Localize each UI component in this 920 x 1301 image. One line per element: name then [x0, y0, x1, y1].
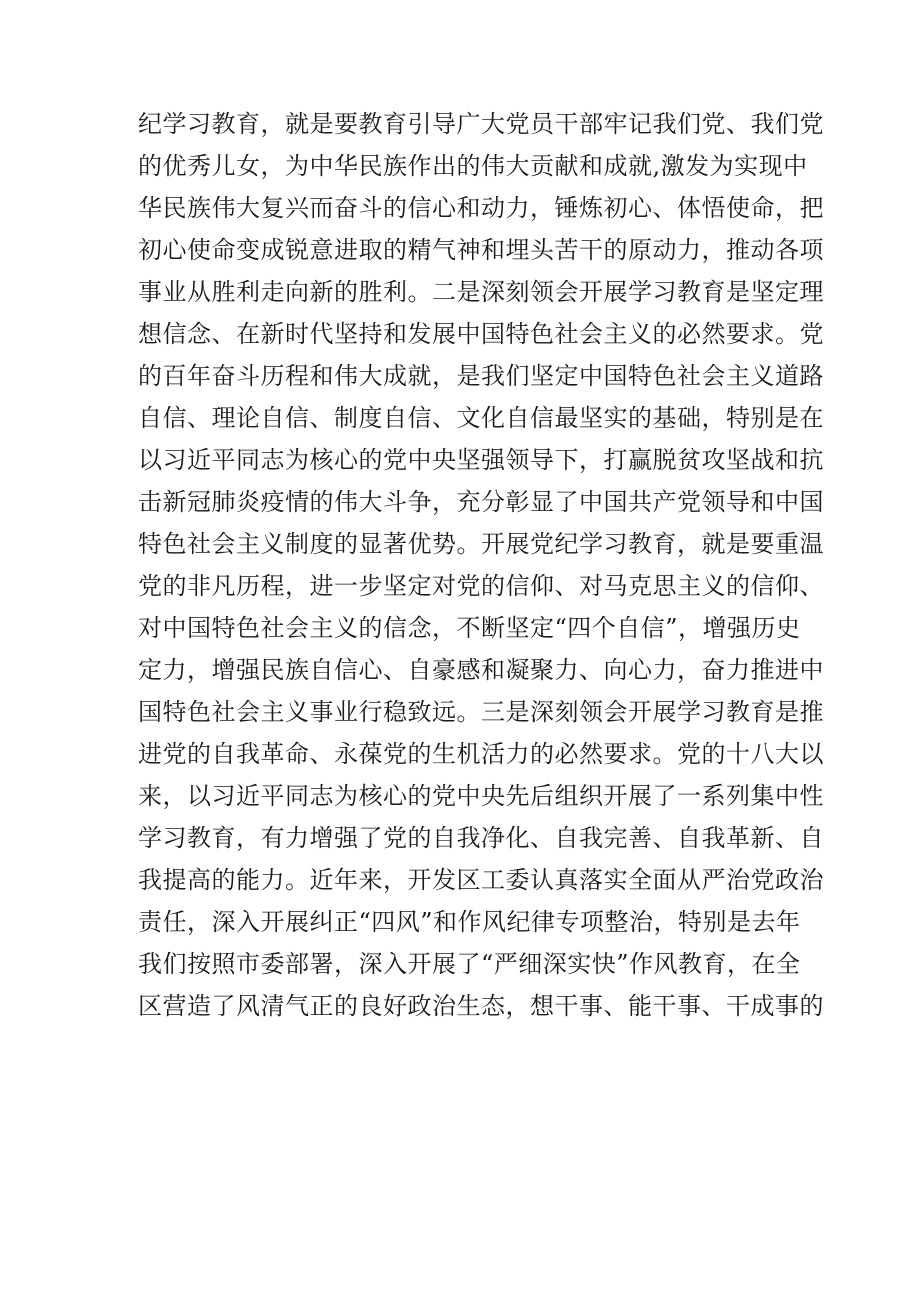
text-line: 进党的自我革命、永葆党的生机活力的必然要求。党的十八大以 — [138, 740, 824, 768]
text-line: 初心使命变成锐意进取的精气神和埋头苦干的原动力，推动各项 — [138, 236, 824, 264]
text-line: 的优秀儿女，为中华民族作出的伟大贡献和成就,激发为实现中 — [138, 152, 808, 180]
body-text — [138, 103, 824, 1027]
text-line: 党的非凡历程，进一步坚定对党的信仰、对马克思主义的信仰、 — [138, 572, 824, 600]
text-line: 事业从胜利走向新的胜利。二是深刻领会开展学习教育是坚定理 — [138, 278, 824, 306]
text-line: 以习近平同志为核心的党中央坚强领导下，打赢脱贫攻坚战和抗 — [138, 446, 824, 474]
text-line: 特色社会主义制度的显著优势。开展党纪学习教育，就是要重温 — [138, 530, 824, 558]
text-line: 学习教育，有力增强了党的自我净化、自我完善、自我革新、自 — [138, 824, 824, 852]
text-line: 国特色社会主义事业行稳致远。三是深刻领会开展学习教育是推 — [138, 698, 824, 726]
text-line: 我们按照市委部署，深入开展了“严细深实快”作风教育，在全 — [138, 950, 801, 978]
text-line: 的百年奋斗历程和伟大成就，是我们坚定中国特色社会主义道路 — [138, 362, 824, 390]
text-line: 来，以习近平同志为核心的党中央先后组织开展了一系列集中性 — [138, 782, 824, 810]
text-line: 区营造了风清气正的良好政治生态，想干事、能干事、干成事的 — [138, 992, 824, 1020]
text-line: 自信、理论自信、制度自信、文化自信最坚实的基础，特别是在 — [138, 404, 824, 432]
text-line: 纪学习教育，就是要教育引导广大党员干部牢记我们党、我们党 — [138, 110, 824, 138]
text-line: 我提高的能力。近年来，开发区工委认真落实全面从严治党政治 — [138, 866, 824, 894]
text-line: 责任，深入开展纠正“四风”和作风纪律专项整治，特别是去年 — [138, 908, 801, 936]
text-line: 想信念、在新时代坚持和发展中国特色社会主义的必然要求。党 — [138, 320, 824, 348]
text-line: 定力，增强民族自信心、自豪感和凝聚力、向心力，奋力推进中 — [138, 656, 824, 684]
text-line: 对中国特色社会主义的信念，不断坚定“四个自信”，增强历史 — [138, 614, 801, 642]
text-line: 击新冠肺炎疫情的伟大斗争，充分彰显了中国共产党领导和中国 — [138, 488, 824, 516]
text-line: 华民族伟大复兴而奋斗的信心和动力，锤炼初心、体悟使命，把 — [138, 194, 824, 222]
